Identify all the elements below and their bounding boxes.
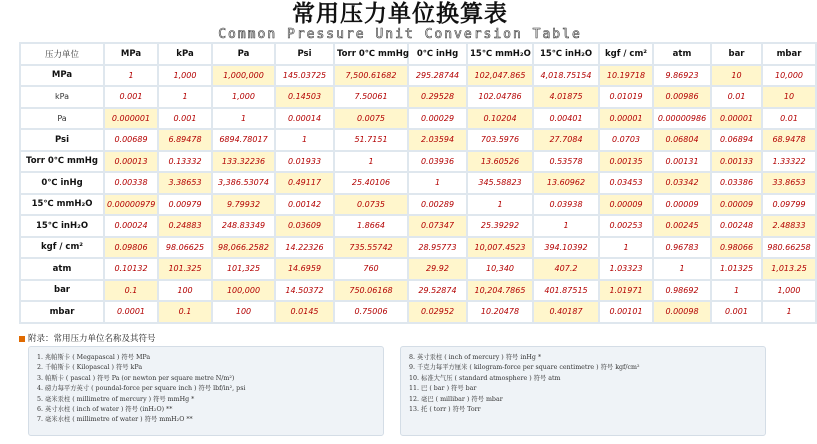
table-cell: 401.87515 xyxy=(534,281,598,301)
table-cell: 1 xyxy=(712,281,761,301)
table-cell: 6.89478 xyxy=(159,130,211,150)
table-cell: 0.00131 xyxy=(654,152,710,172)
table-cell: 1,013.25 xyxy=(763,259,815,279)
column-header: Torr 0℃ mmHg xyxy=(335,44,407,64)
table-cell: 0.00029 xyxy=(409,109,466,129)
table-cell: 7,500.61682 xyxy=(335,66,407,86)
table-cell: 0.1 xyxy=(105,281,157,301)
table-cell: 0.98692 xyxy=(654,281,710,301)
row-header: 0℃ inHg xyxy=(21,173,103,193)
table-cell: 0.75006 xyxy=(335,302,407,322)
list-item: 6. 英寸水柱 ( inch of water ) 符号 (inH₂O) ** xyxy=(37,406,173,414)
appendix-heading xyxy=(19,332,156,346)
table-cell: 0.00135 xyxy=(600,152,652,172)
table-cell: 4.01875 xyxy=(534,87,598,107)
list-item: 13. 托 ( torr ) 符号 Torr xyxy=(409,406,481,414)
table-cell: 0.03342 xyxy=(654,173,710,193)
list-item: 3. 帕斯卡 ( pascal ) 符号 Pa (or newton per square metre N/m²) xyxy=(37,374,235,382)
conversion-table-container xyxy=(19,42,811,324)
row-header: MPa xyxy=(21,66,103,86)
table-cell: 10 xyxy=(712,66,761,86)
table-cell: 0.00101 xyxy=(600,302,652,322)
table-cell: 0.0703 xyxy=(600,130,652,150)
table-row xyxy=(21,66,815,86)
table-cell: 0.00001 xyxy=(712,109,761,129)
table-cell: 51.7151 xyxy=(335,130,407,150)
table-cell: 0.01 xyxy=(763,109,815,129)
table-cell: 0.03938 xyxy=(534,195,598,215)
table-cell: 2.03594 xyxy=(409,130,466,150)
row-header: Torr 0℃ mmHg xyxy=(21,152,103,172)
table-cell: 0.00098 xyxy=(654,302,710,322)
row-header: 15℃ inH₂O xyxy=(21,216,103,236)
table-cell: 295.28744 xyxy=(409,66,466,86)
table-cell: 0.01019 xyxy=(600,87,652,107)
table-cell: 100 xyxy=(213,302,274,322)
table-cell: 0.06894 xyxy=(712,130,761,150)
table-cell: 0.00253 xyxy=(600,216,652,236)
table-cell: 29.52874 xyxy=(409,281,466,301)
row-header: mbar xyxy=(21,302,103,322)
list-item: 2. 千帕斯卡 ( Kilopascal ) 符号 kPa xyxy=(37,364,143,372)
column-header: mbar xyxy=(763,44,815,64)
table-cell: 0.00401 xyxy=(534,109,598,129)
table-cell: 0.96783 xyxy=(654,238,710,258)
table-cell: 102,047.865 xyxy=(468,66,532,86)
table-cell: 0.00142 xyxy=(276,195,333,215)
row-header: Pa xyxy=(21,109,103,129)
table-cell: 33.8653 xyxy=(763,173,815,193)
table-cell: 1,000 xyxy=(159,66,211,86)
table-cell: 0.00248 xyxy=(712,216,761,236)
column-header: Psi xyxy=(276,44,333,64)
table-cell: 0.00979 xyxy=(159,195,211,215)
table-cell: 1,000,000 xyxy=(213,66,274,86)
table-cell: 1.01971 xyxy=(600,281,652,301)
table-cell: 0.29528 xyxy=(409,87,466,107)
table-cell: 0.0735 xyxy=(335,195,407,215)
table-cell: 0.00000986 xyxy=(654,109,710,129)
notes-box-right xyxy=(400,346,766,436)
table-cell: 0.06804 xyxy=(654,130,710,150)
table-cell: 0.001 xyxy=(712,302,761,322)
table-cell: 101,325 xyxy=(213,259,274,279)
table-cell: 0.00338 xyxy=(105,173,157,193)
table-cell: 0.13332 xyxy=(159,152,211,172)
conversion-table xyxy=(19,42,817,324)
list-item: 10. 标准大气压 ( standard atmosphere ) 符号 atm xyxy=(409,374,561,382)
table-cell: 0.00009 xyxy=(600,195,652,215)
table-cell: 0.40187 xyxy=(534,302,598,322)
table-cell: 14.50372 xyxy=(276,281,333,301)
table-row xyxy=(21,259,815,279)
column-header: kPa xyxy=(159,44,211,64)
table-cell: 1,000 xyxy=(763,281,815,301)
table-cell: 0.03609 xyxy=(276,216,333,236)
table-cell: 703.5976 xyxy=(468,130,532,150)
row-header: bar xyxy=(21,281,103,301)
table-cell: 98,066.2582 xyxy=(213,238,274,258)
table-cell: 0.0145 xyxy=(276,302,333,322)
table-cell: 0.49117 xyxy=(276,173,333,193)
row-header: atm xyxy=(21,259,103,279)
table-row xyxy=(21,109,815,129)
table-cell: 0.09799 xyxy=(763,195,815,215)
table-cell: 0.00133 xyxy=(712,152,761,172)
list-item: 7. 毫米水柱 ( millimetre of water ) 符号 mmH₂O ** xyxy=(37,416,193,424)
column-header: 0℃ inHg xyxy=(409,44,466,64)
table-cell: 0.00014 xyxy=(276,109,333,129)
table-cell: 248.83349 xyxy=(213,216,274,236)
table-cell: 13.60526 xyxy=(468,152,532,172)
column-header: 15℃ mmH₂O xyxy=(468,44,532,64)
column-header: kgf / cm² xyxy=(600,44,652,64)
table-cell: 10.19718 xyxy=(600,66,652,86)
list-item: 1. 兆帕斯卡 ( Megapascal ) 符号 MPa xyxy=(37,354,151,361)
table-cell: 6894.78017 xyxy=(213,130,274,150)
table-cell: 0.07347 xyxy=(409,216,466,236)
table-cell: 0.00000979 xyxy=(105,195,157,215)
table-cell: 0.00289 xyxy=(409,195,466,215)
table-cell: 0.03386 xyxy=(712,173,761,193)
row-header: Psi xyxy=(21,130,103,150)
table-body xyxy=(21,66,815,322)
table-row xyxy=(21,281,815,301)
table-cell: 1.8664 xyxy=(335,216,407,236)
notes-box-left xyxy=(28,346,384,436)
appendix-notes xyxy=(28,346,766,436)
table-cell: 0.00001 xyxy=(600,109,652,129)
table-cell: 1 xyxy=(409,173,466,193)
table-cell: 14.6959 xyxy=(276,259,333,279)
table-cell: 98.06625 xyxy=(159,238,211,258)
table-cell: 1 xyxy=(468,195,532,215)
table-header-row xyxy=(21,44,815,64)
table-cell: 735.55742 xyxy=(335,238,407,258)
table-cell: 28.95773 xyxy=(409,238,466,258)
table-cell: 0.00013 xyxy=(105,152,157,172)
table-cell: 1 xyxy=(159,87,211,107)
table-cell: 10 xyxy=(763,87,815,107)
list-item: 5. 毫米汞柱 ( millimetre of mercury ) 符号 mmHg * xyxy=(37,395,195,403)
table-cell: 1 xyxy=(534,216,598,236)
table-cell: 10,204.7865 xyxy=(468,281,532,301)
table-cell: 29.92 xyxy=(409,259,466,279)
table-cell: 0.00689 xyxy=(105,130,157,150)
table-cell: 101.325 xyxy=(159,259,211,279)
table-cell: 13.60962 xyxy=(534,173,598,193)
table-cell: 10,340 xyxy=(468,259,532,279)
table-corner-label: 压力单位 xyxy=(21,44,103,64)
table-row xyxy=(21,130,815,150)
column-header: Pa xyxy=(213,44,274,64)
table-cell: 980.66258 xyxy=(763,238,815,258)
table-cell: 0.09806 xyxy=(105,238,157,258)
table-cell: 1 xyxy=(763,302,815,322)
table-row xyxy=(21,216,815,236)
table-cell: 25.40106 xyxy=(335,173,407,193)
table-row xyxy=(21,87,815,107)
table-cell: 0.001 xyxy=(159,109,211,129)
table-cell: 25.39292 xyxy=(468,216,532,236)
table-cell: 0.001 xyxy=(105,87,157,107)
table-cell: 1.01325 xyxy=(712,259,761,279)
table-cell: 9.79932 xyxy=(213,195,274,215)
table-cell: 14.22326 xyxy=(276,238,333,258)
table-cell: 1.03323 xyxy=(600,259,652,279)
table-cell: 0.01933 xyxy=(276,152,333,172)
notes-list-left xyxy=(37,353,383,426)
table-cell: 407.2 xyxy=(534,259,598,279)
table-cell: 0.000001 xyxy=(105,109,157,129)
table-cell: 4,018.75154 xyxy=(534,66,598,86)
table-row xyxy=(21,152,815,172)
column-header: atm xyxy=(654,44,710,64)
page-subtitle: Common Pressure Unit Conversion Table xyxy=(218,27,582,42)
row-header: kPa xyxy=(21,87,103,107)
table-cell: 0.00245 xyxy=(654,216,710,236)
table-cell: 0.10204 xyxy=(468,109,532,129)
list-item: 8. 英寸汞柱 ( inch of mercury ) 符号 inHg * xyxy=(409,354,542,361)
row-header: 15℃ mmH₂O xyxy=(21,195,103,215)
table-cell: 0.0001 xyxy=(105,302,157,322)
table-cell: 0.1 xyxy=(159,302,211,322)
table-cell: 345.58823 xyxy=(468,173,532,193)
table-cell: 1,000 xyxy=(213,87,274,107)
table-row xyxy=(21,195,815,215)
table-cell: 10,000 xyxy=(763,66,815,86)
table-cell: 100 xyxy=(159,281,211,301)
table-cell: 0.03453 xyxy=(600,173,652,193)
table-cell: 133.32236 xyxy=(213,152,274,172)
column-header: bar xyxy=(712,44,761,64)
table-cell: 27.7084 xyxy=(534,130,598,150)
table-cell: 760 xyxy=(335,259,407,279)
list-item: 4. 磅力每平方英寸 ( poundal-force per square inch ) 符号 lbf/in², psi xyxy=(37,385,246,393)
table-cell: 145.03725 xyxy=(276,66,333,86)
table-cell: 0.00009 xyxy=(712,195,761,215)
table-cell: 0.10132 xyxy=(105,259,157,279)
table-cell: 0.24883 xyxy=(159,216,211,236)
table-row xyxy=(21,238,815,258)
table-cell: 1 xyxy=(105,66,157,86)
table-cell: 2.48833 xyxy=(763,216,815,236)
table-cell: 10.20478 xyxy=(468,302,532,322)
table-cell: 3,386.53074 xyxy=(213,173,274,193)
row-header: kgf / cm² xyxy=(21,238,103,258)
table-cell: 1.33322 xyxy=(763,152,815,172)
list-item: 12. 毫巴 ( millibar ) 符号 mbar xyxy=(409,395,503,403)
table-cell: 7.50061 xyxy=(335,87,407,107)
table-row xyxy=(21,302,815,322)
table-row xyxy=(21,173,815,193)
table-cell: 0.03936 xyxy=(409,152,466,172)
table-cell: 0.00009 xyxy=(654,195,710,215)
table-cell: 1 xyxy=(276,130,333,150)
table-cell: 0.98066 xyxy=(712,238,761,258)
table-cell: 1 xyxy=(335,152,407,172)
table-cell: 0.01 xyxy=(712,87,761,107)
table-cell: 0.02952 xyxy=(409,302,466,322)
page-title: 常用压力单位换算表 xyxy=(292,1,508,27)
table-cell: 100,000 xyxy=(213,281,274,301)
bullet-icon xyxy=(19,336,25,342)
table-cell: 68.9478 xyxy=(763,130,815,150)
table-cell: 3.38653 xyxy=(159,173,211,193)
notes-list-right xyxy=(409,353,765,415)
table-cell: 10,007.4523 xyxy=(468,238,532,258)
column-header: MPa xyxy=(105,44,157,64)
table-cell: 1 xyxy=(213,109,274,129)
table-cell: 394.10392 xyxy=(534,238,598,258)
column-header: 15℃ inH₂O xyxy=(534,44,598,64)
table-cell: 102.04786 xyxy=(468,87,532,107)
table-cell: 0.0075 xyxy=(335,109,407,129)
table-cell: 9.86923 xyxy=(654,66,710,86)
table-cell: 0.53578 xyxy=(534,152,598,172)
table-cell: 0.14503 xyxy=(276,87,333,107)
table-cell: 0.00024 xyxy=(105,216,157,236)
appendix-heading-text: 附录：常用压力单位名称及其符号 xyxy=(28,334,156,344)
table-cell: 0.00986 xyxy=(654,87,710,107)
table-cell: 750.06168 xyxy=(335,281,407,301)
list-item: 9. 千克力每平方厘米 ( kilogram-force per square centimetre ) 符号 kgf/cm² xyxy=(409,364,640,372)
list-item: 11. 巴 ( bar ) 符号 bar xyxy=(409,385,477,393)
table-cell: 1 xyxy=(600,238,652,258)
table-cell: 1 xyxy=(654,259,710,279)
